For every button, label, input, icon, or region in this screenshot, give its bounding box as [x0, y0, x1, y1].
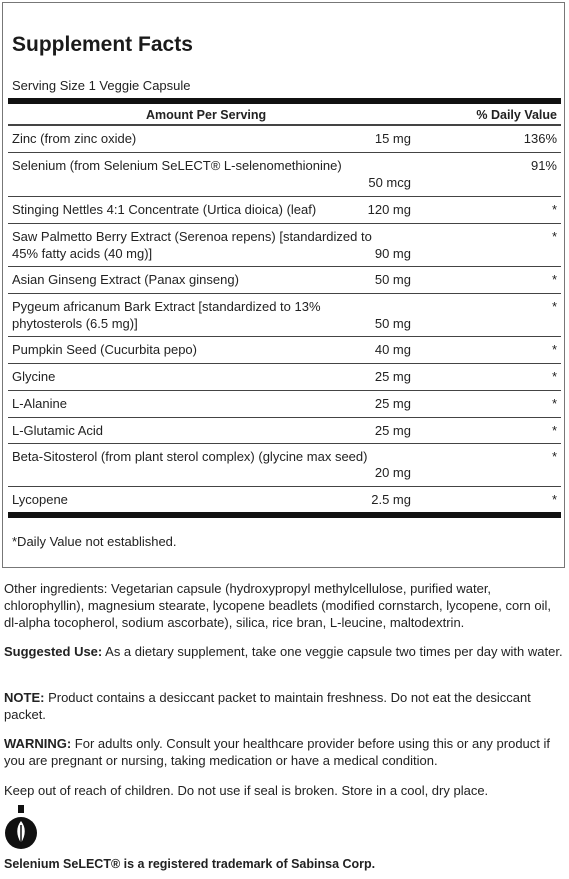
- nutrient-name: Beta-Sitosterol (from plant sterol complex) (glycine max seed): [12, 449, 368, 464]
- nutrient-amount: 25 mg: [374, 369, 411, 384]
- nutrient-daily-value: *: [551, 229, 557, 244]
- note: [4, 689, 566, 723]
- warning-text: For adults only. Consult your healthcare provider before using this or any product if you are pregnant or nursing, taking medication or have a medical condition.: [4, 736, 551, 768]
- nutrient-name: Lycopene: [12, 492, 68, 507]
- selenium-select-leaf-icon: [4, 805, 38, 853]
- nutrient-daily-value: *: [551, 342, 557, 357]
- nutrient-amount: 25 mg: [374, 423, 411, 438]
- nutrient-daily-value: *: [551, 299, 557, 314]
- row-divider: [8, 293, 561, 294]
- row-divider: [8, 363, 561, 364]
- header-daily-value: % Daily Value: [476, 108, 557, 122]
- row-divider: [8, 266, 561, 267]
- nutrient-name-continued: phytosterols (6.5 mg)]: [12, 316, 138, 331]
- row-divider: [8, 443, 561, 444]
- nutrient-name: L-Alanine: [12, 396, 67, 411]
- nutrient-daily-value: *: [551, 202, 557, 217]
- other-ingredients: Other ingredients: Vegetarian capsule (hydroxypropyl methylcellulose, purified water, chlorophyllin), magnesium stearate, lycopene beadlets (modified cornstarch, lycopene, corn oil, dl-alpha tocopherol, sodium ascorbate), silica, rice bran, L-leucine, maltodextrin.: [4, 581, 552, 630]
- nutrient-name: Pygeum africanum Bark Extract [standardized to 13%: [12, 299, 321, 314]
- row-divider: [8, 223, 561, 224]
- nutrient-amount: 20 mg: [374, 465, 411, 480]
- nutrient-daily-value: *: [551, 396, 557, 411]
- dv-footnote: *Daily Value not established.: [12, 534, 177, 549]
- nutrient-amount: 120 mg: [367, 202, 411, 217]
- nutrient-amount: 50 mg: [374, 272, 411, 287]
- nutrient-name: Asian Ginseng Extract (Panax ginseng): [12, 272, 239, 287]
- warning: [4, 735, 566, 769]
- suggested-use-label: Suggested Use:: [4, 644, 103, 659]
- nutrient-daily-value: *: [551, 449, 557, 464]
- nutrient-name-continued: 45% fatty acids (40 mg)]: [12, 246, 153, 261]
- footer-rule: [8, 512, 561, 518]
- header-divider: [8, 124, 561, 126]
- note-label: NOTE:: [4, 690, 45, 705]
- trademark-notice: Selenium SeLECT® is a registered trademark of Sabinsa Corp.: [4, 857, 376, 871]
- serving-size: Serving Size 1 Veggie Capsule: [12, 78, 191, 93]
- nutrient-name: Selenium (from Selenium SeLECT® L-selenomethionine): [12, 158, 342, 173]
- nutrient-daily-value: *: [551, 272, 557, 287]
- header-rule: [8, 98, 561, 104]
- storage-note: Keep out of reach of children. Do not use if seal is broken. Store in a cool, dry place.: [4, 783, 489, 798]
- nutrient-amount: 40 mg: [374, 342, 411, 357]
- nutrient-amount: 25 mg: [374, 396, 411, 411]
- suggested-use: [4, 643, 566, 660]
- nutrient-amount: 50 mcg: [368, 175, 411, 190]
- nutrient-daily-value: 91%: [530, 158, 557, 173]
- nutrient-amount: 15 mg: [374, 131, 411, 146]
- nutrient-name: Saw Palmetto Berry Extract (Serenoa repens) [standardized to: [12, 229, 372, 244]
- nutrient-name: Zinc (from zinc oxide): [12, 131, 137, 146]
- nutrient-name: Glycine: [12, 369, 56, 384]
- nutrient-amount: 50 mg: [374, 316, 411, 331]
- nutrient-name: Pumpkin Seed (Cucurbita pepo): [12, 342, 197, 357]
- nutrient-daily-value: *: [551, 423, 557, 438]
- row-divider: [8, 196, 561, 197]
- nutrient-daily-value: *: [551, 369, 557, 384]
- row-divider: [8, 486, 561, 487]
- nutrient-daily-value: *: [551, 492, 557, 507]
- header-amount: Amount Per Serving: [146, 108, 267, 122]
- nutrient-amount: 90 mg: [374, 246, 411, 261]
- row-divider: [8, 336, 561, 337]
- nutrient-name: L-Glutamic Acid: [12, 423, 104, 438]
- note-text: Product contains a desiccant packet to maintain freshness. Do not eat the desiccant packet.: [4, 690, 531, 722]
- nutrient-daily-value: 136%: [523, 131, 557, 146]
- suggested-use-text: As a dietary supplement, take one veggie capsule two times per day with water.: [102, 644, 563, 659]
- panel-title: Supplement Facts: [12, 33, 193, 56]
- row-divider: [8, 152, 561, 153]
- nutrient-name: Stinging Nettles 4:1 Concentrate (Urtica dioica) (leaf): [12, 202, 317, 217]
- row-divider: [8, 390, 561, 391]
- row-divider: [8, 417, 561, 418]
- nutrient-amount: 2.5 mg: [371, 492, 411, 507]
- warning-label: WARNING:: [4, 736, 72, 751]
